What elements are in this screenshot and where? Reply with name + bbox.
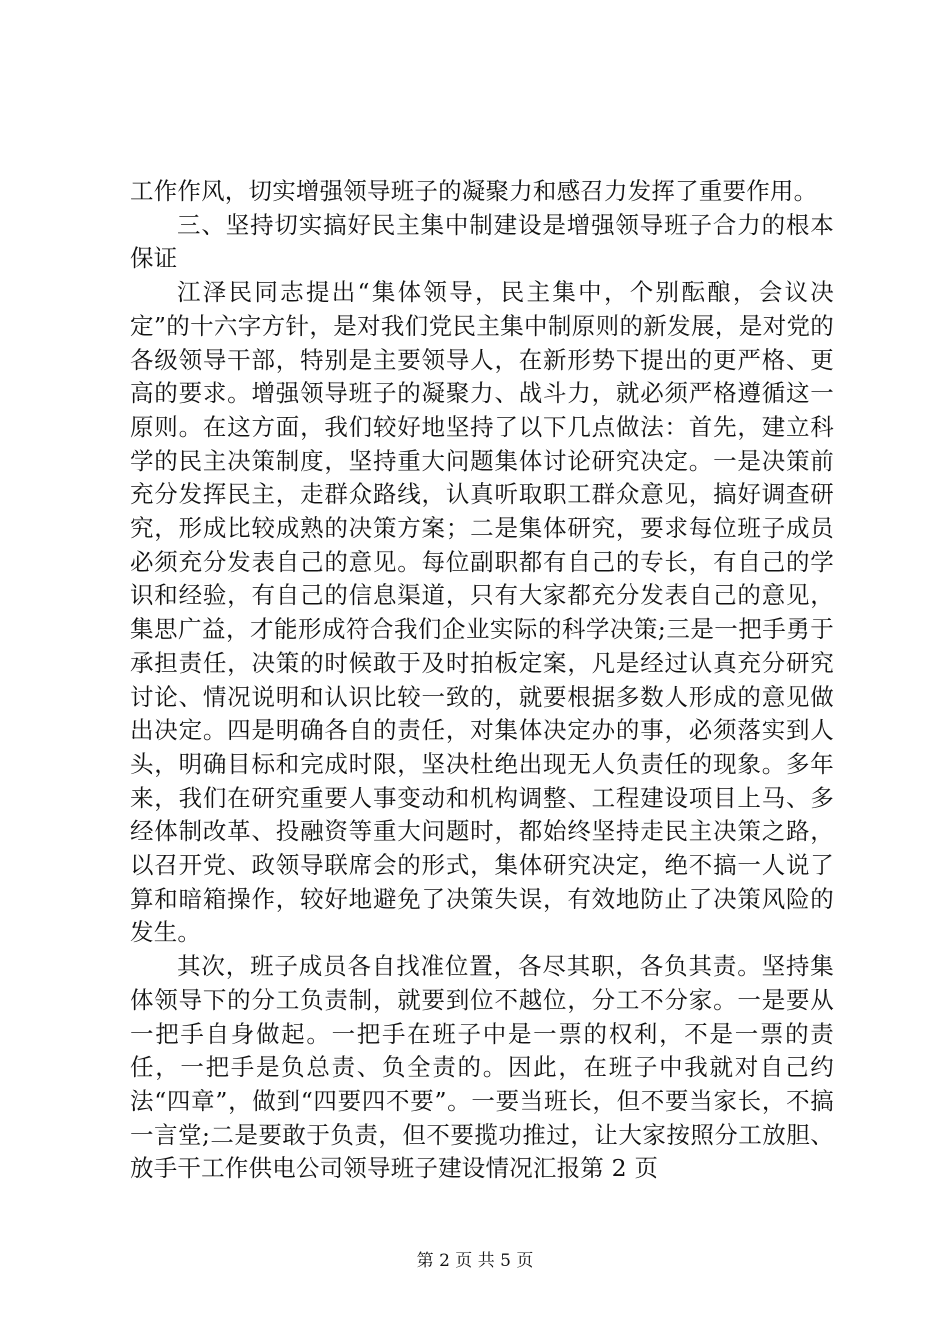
paragraph-division-of-duties: 其次，班子成员各自找准位置，各尽其职，各负其责。坚持集体领导下的分工负责制，就要到位不越位，分工不分家。一是要从一把手自身做起。一把手在班子中是一票的权利，不是一票的责任，一把手是负总责、负全责的。因此，在班子中我就对自己约法“四章”，做到“四要四不要”。一要当班长，但不要当家长，不搞一言堂;二是要敢于负责，但不要揽功推过，让大家按照分工放胆、放手干工作供电公司领导班子建设情况汇报第 2 页	[130, 952, 834, 1183]
section-heading-3: 三、坚持切实搞好民主集中制建设是增强领导班子合力的根本保证	[130, 210, 834, 273]
paragraph-1: 工作作风，切实增强领导班子的凝聚力和感召力发挥了重要作用。	[130, 177, 818, 205]
page-number-label: 第 2 页 共 5 页	[416, 1251, 534, 1271]
document-body	[130, 175, 834, 1186]
paragraph-democratic-centralism: 江泽民同志提出“集体领导，民主集中，个别酝酿，会议决定”的十六字方针，是对我们党民主集中制原则的新发展，是对党的各级领导干部，特别是主要领导人，在新形势下提出的更严格、更高的要求。增强领导班子的凝聚力、战斗力，就必须严格遵循这一原则。在这方面，我们较好地坚持了以下几点做法：首先，建立科学的民主决策制度，坚持重大问题集体讨论研究决定。一是决策前充分发挥民主，走群众路线，认真听取职工群众意见，搞好调查研究，形成比较成熟的决策方案；二是集体研究，要求每位班子成员必须充分发表自己的意见。每位副职都有自己的专长，有自己的学识和经验，有自己的信息渠道，只有大家都充分发表自己的意见，集思广益，才能形成符合我们企业实际的科学决策;三是一把手勇于承担责任，决策的时候敢于及时拍板定案，凡是经过认真充分研究讨论、情况说明和认识比较一致的，就要根据多数人形成的意见做出决定。四是明确各自的责任，对集体决定办的事，必须落实到人头，明确目标和完成时限，坚决杜绝出现无人负责任的现象。多年来，我们在研究重要人事变动和机构调整、工程建设项目上马、多经体制改革、投融资等重大问题时，都始终坚持走民主决策之路，以召开党、政领导联席会的形式，集体研究决定，绝不搞一人说了算和暗箱操作，较好地避免了决策失误，有效地防止了决策风险的发生。	[130, 278, 834, 947]
page-footer	[0, 1250, 950, 1272]
